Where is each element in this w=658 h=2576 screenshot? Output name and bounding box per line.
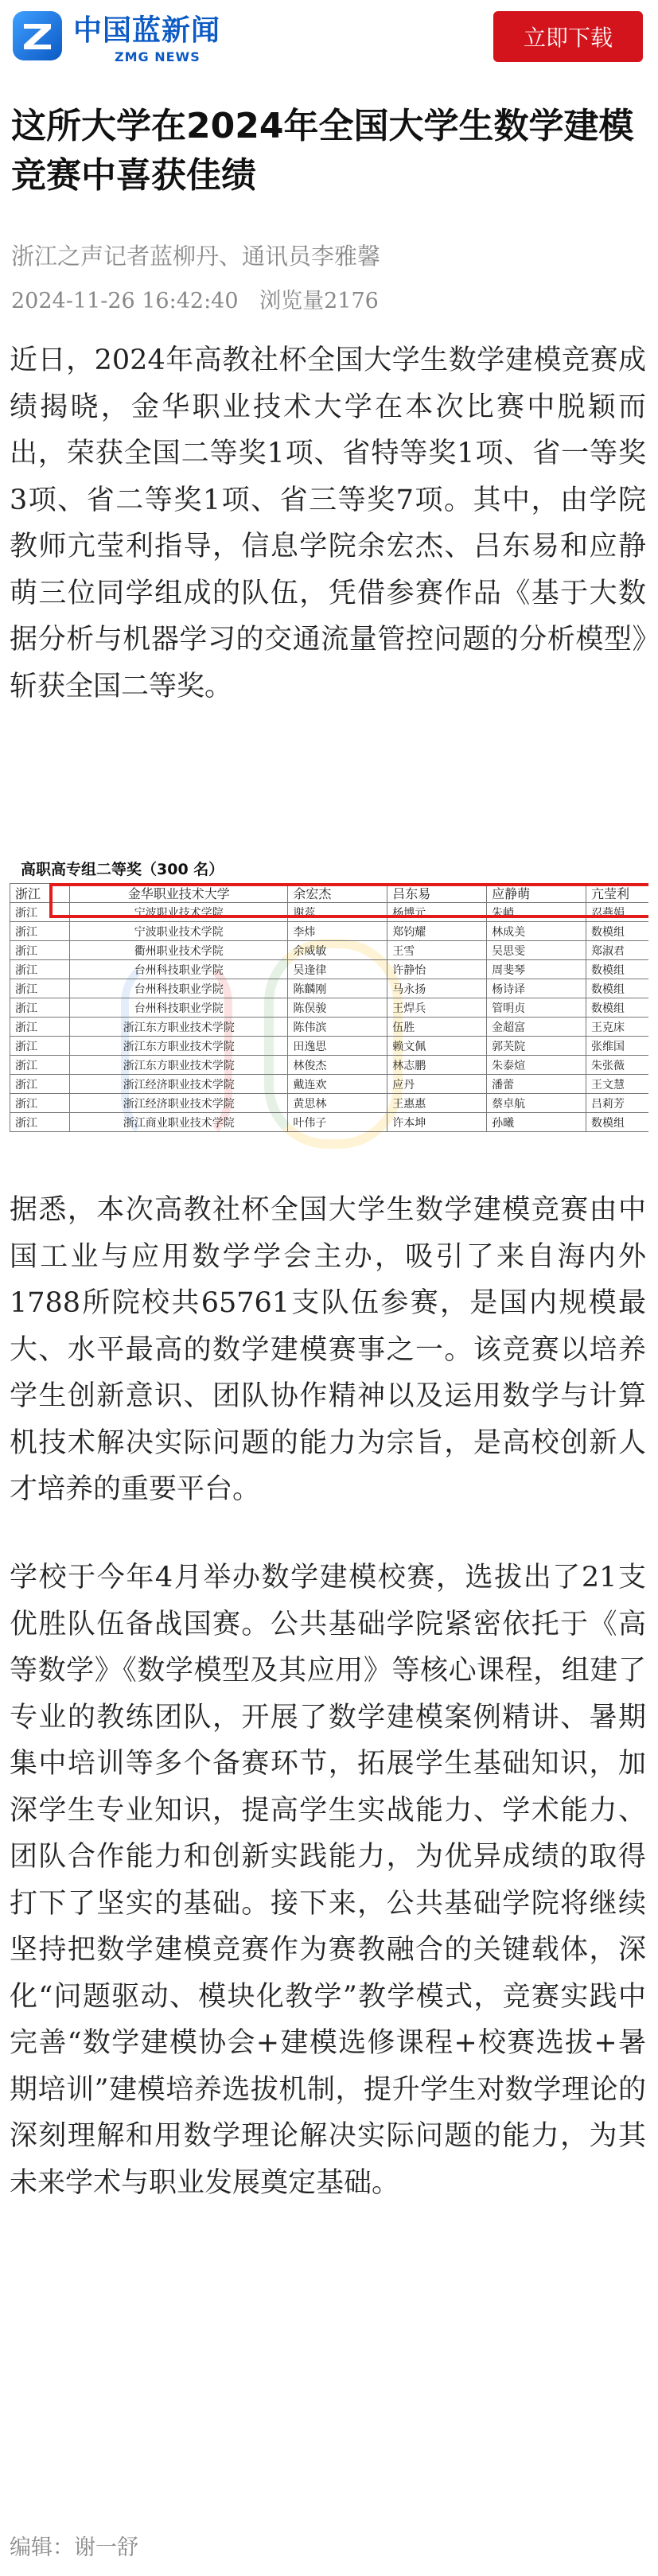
award-table-cell: 蔡卓航	[487, 1094, 586, 1113]
award-table-cell: 吕东易	[387, 884, 487, 903]
award-table-cell: 浙江商业职业技术学院	[70, 1113, 288, 1132]
award-table-cell: 郭芙院	[487, 1037, 586, 1056]
article-title: 这所大学在2024年全国大学生数学建模竞赛中喜获佳绩	[11, 106, 634, 196]
award-table-row	[10, 1113, 649, 1132]
award-table-cell: 金超富	[487, 1018, 586, 1037]
award-table-row	[10, 998, 649, 1018]
award-table-cell: 许本坤	[387, 1113, 487, 1132]
award-table-cell: 浙江	[10, 941, 70, 960]
award-table-cell: 余威敏	[288, 941, 387, 960]
award-table-cell: 朱泰煊	[487, 1056, 586, 1075]
article-paragraph: 据悉，本次高教社杯全国大学生数学建模竞赛由中国工业与应用数学学会主办，吸引了来自海内外1788所院校共65761支队伍参赛，是国内规模最大、水平最高的数学建模赛事之一。该竞赛以培养学生创新意识、团队协作精神以及运用数学与计算机技术解决实际问题的能力为宗旨，是高校创新人才培养的重要平台。	[10, 1194, 646, 1505]
award-table-cell: 应静萌	[487, 884, 586, 903]
award-table-cell: 郑钧耀	[387, 922, 487, 941]
top-bar	[0, 0, 658, 73]
award-table-cell: 吕莉芳	[586, 1094, 648, 1113]
award-table-cell: 黄思林	[288, 1094, 387, 1113]
award-table-cell: 浙江东方职业技术学院	[70, 1056, 288, 1075]
article-paragraph: 学校于今年4月举办数学建模校赛，选拔出了21支优胜队伍备战国赛。公共基础学院紧密依托于《高等数学》《数学模型及其应用》等核心课程，组建了专业的教练团队，开展了数学建模案例精讲、暑期集中培训等多个备赛环节，拓展学生基础知识，加深学生专业知识，提高学生实战能力、学术能力、团队合作能力和创新实践能力，为优异成绩的取得打下了坚实的基础。接下来，公共基础学院将继续坚持把数学建模竞赛作为赛教融合的关键载体，深化“问题驱动、模块化教学”教学模式，竞赛实践中完善“数学建模协会+建模选修课程+校赛选拔+暑期培训”建模培养选拔机制，提升学生对数学理论的深刻理解和用数学理论解决实际问题的能力，为其未来学术与职业发展奠定基础。	[10, 1562, 646, 2199]
site-logo[interactable]	[11, 6, 250, 67]
award-list-caption: 高职高专组二等奖（300 名）	[21, 861, 224, 878]
award-table-cell: 亢莹利	[586, 884, 648, 903]
award-table-cell: 应丹	[387, 1075, 487, 1094]
award-table-cell: 浙江	[10, 1113, 70, 1132]
award-table-cell: 数模组	[586, 1113, 648, 1132]
award-table-cell: 浙江	[10, 960, 70, 979]
award-table-cell: 浙江经济职业技术学院	[70, 1094, 288, 1113]
award-table-cell: 台州科技职业学院	[70, 998, 288, 1018]
award-table-cell: 浙江经济职业技术学院	[70, 1075, 288, 1094]
award-table-cell: 数模组	[586, 979, 648, 998]
award-table-cell: 浙江	[10, 1018, 70, 1037]
award-table-cell: 浙江	[10, 1037, 70, 1056]
award-table-cell: 余宏杰	[288, 884, 387, 903]
award-table-row	[10, 1018, 649, 1037]
award-table-cell: 数模组	[586, 998, 648, 1018]
award-table-cell: 宁波职业技术学院	[70, 922, 288, 941]
award-table-cell: 浙江	[10, 979, 70, 998]
article-paragraph: 近日，2024年高教社杯全国大学生数学建模竞赛成绩揭晓，金华职业技术大学在本次比赛中脱颖而出，荣获全国二等奖1项、省特等奖1项、省一等奖3项、省二等奖1项、省三等奖7项。其中，由学院教师亢莹利指导，信息学院余宏杰、吕东易和应静萌三位同学组成的队伍，凭借参赛作品《基于大数据分析与机器学习的交通流量管控问题的分析模型》斩获全国二等奖。	[10, 344, 646, 702]
award-table-cell: 数模组	[586, 960, 648, 979]
award-table-cell: 陈伟滨	[288, 1018, 387, 1037]
award-list-image	[10, 851, 648, 1169]
award-table-row	[10, 1037, 649, 1056]
award-table-cell: 谢蕊	[288, 903, 387, 922]
award-table-row	[10, 1075, 649, 1094]
award-table-cell: 浙江	[10, 1056, 70, 1075]
award-table	[10, 883, 648, 1132]
publish-datetime: 2024-11-26 16:42:40	[11, 289, 239, 313]
award-table-cell: 郑淑君	[586, 941, 648, 960]
award-table-cell: 林成美	[487, 922, 586, 941]
award-table-cell: 陈麟刚	[288, 979, 387, 998]
award-table-cell: 吴思雯	[487, 941, 586, 960]
zmg-logo-icon	[11, 10, 64, 62]
award-table-cell: 浙江	[10, 1094, 70, 1113]
highlight-box	[49, 883, 648, 918]
award-table-cell: 叶伟子	[288, 1113, 387, 1132]
award-table-cell: 周斐琴	[487, 960, 586, 979]
award-table-cell: 台州科技职业学院	[70, 960, 288, 979]
award-table-cell: 王雪	[387, 941, 487, 960]
award-table-row	[10, 979, 649, 998]
award-table-cell: 浙江	[10, 998, 70, 1018]
award-table-cell: 马永扬	[387, 979, 487, 998]
award-table-cell: 戴连欢	[288, 1075, 387, 1094]
award-table-cell: 浙江东方职业技术学院	[70, 1037, 288, 1056]
award-table-cell: 孙曦	[487, 1113, 586, 1132]
award-table-cell: 浙江	[10, 884, 70, 903]
award-table-cell: 王文慧	[586, 1075, 648, 1094]
award-table-cell: 林俊杰	[288, 1056, 387, 1075]
award-table-cell: 王克床	[586, 1018, 648, 1037]
award-table-cell: 浙江	[10, 1075, 70, 1094]
award-table-cell: 朱张薇	[586, 1056, 648, 1075]
logo-text: 中国蓝新闻	[73, 14, 221, 47]
award-table-cell: 衢州职业技术学院	[70, 941, 288, 960]
article-meta	[11, 283, 393, 314]
award-table-row	[10, 1056, 649, 1075]
award-table-cell: 李炜	[288, 922, 387, 941]
award-table-cell: 许静怡	[387, 960, 487, 979]
award-table-cell: 杨诗译	[487, 979, 586, 998]
award-table-cell: 赖文佩	[387, 1037, 487, 1056]
award-table-cell: 林志鹏	[387, 1056, 487, 1075]
award-table-cell: 陈俣骏	[288, 998, 387, 1018]
award-table-cell: 王惠惠	[387, 1094, 487, 1113]
award-table-cell: 浙江东方职业技术学院	[70, 1018, 288, 1037]
award-table-row	[10, 1094, 649, 1113]
editor-credit: 编辑：谢一舒	[10, 2535, 138, 2560]
award-table-cell: 田逸思	[288, 1037, 387, 1056]
download-button[interactable]: 立即下载	[493, 11, 643, 62]
award-table-cell: 潘蕾	[487, 1075, 586, 1094]
award-table-row	[10, 941, 649, 960]
award-table-cell: 宁波职业技术学院	[70, 903, 288, 922]
award-table-cell: 忍燕娟	[586, 903, 648, 922]
award-table-cell: 浙江	[10, 922, 70, 941]
award-table-cell: 杨博元	[387, 903, 487, 922]
award-table-cell: 伍胜	[387, 1018, 487, 1037]
award-table-row	[10, 960, 649, 979]
award-table-cell: 台州科技职业学院	[70, 979, 288, 998]
award-table-cell: 吴逢律	[288, 960, 387, 979]
award-table-cell: 王焊兵	[387, 998, 487, 1018]
article-byline: 浙江之声记者蓝柳丹、通讯员李雅馨	[11, 243, 381, 270]
view-count: 浏览量2176	[259, 289, 379, 313]
award-table-cell: 张维国	[586, 1037, 648, 1056]
award-table-cell: 金华职业技术大学	[70, 884, 288, 903]
logo-subtitle: ZMG NEWS	[115, 49, 201, 64]
award-table-cell: 管明贞	[487, 998, 586, 1018]
award-table-cell: 浙江	[10, 903, 70, 922]
award-table-row	[10, 922, 649, 941]
award-table-cell: 朱峭	[487, 903, 586, 922]
award-table-cell: 数模组	[586, 922, 648, 941]
